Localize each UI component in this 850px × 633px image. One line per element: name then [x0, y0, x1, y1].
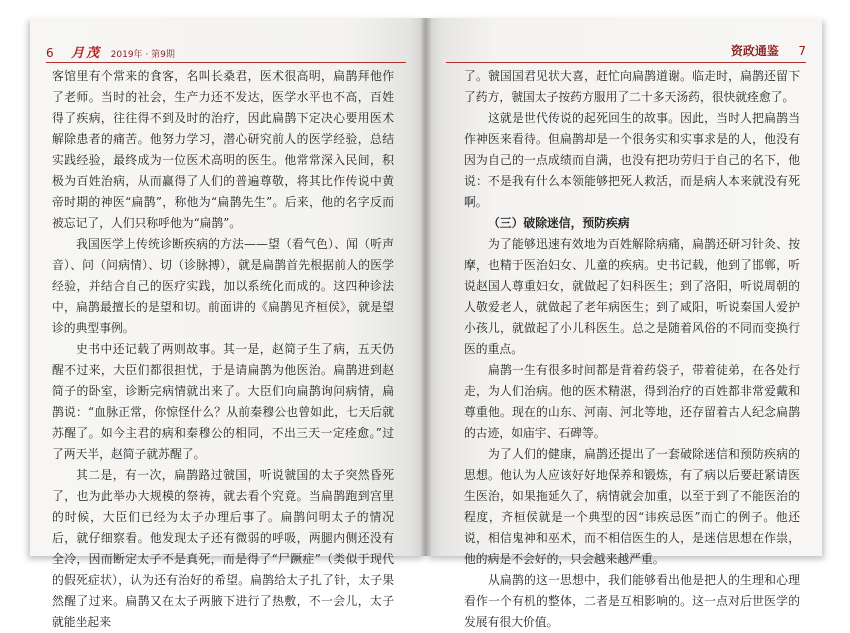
column-title: 资政通鉴	[730, 44, 779, 58]
right-page-body	[464, 66, 800, 633]
right-page	[426, 18, 822, 629]
paragraph: 为了能够迅速有效地为百姓解除病痛，扁鹊还研习针灸、按摩，也精于医治妇女、儿童的疾病。史书记载，他到了邯郸，听说赵国人尊重妇女，就做起了妇科医生；到了洛阳，听说周朝的人敬爱老人，就做起了老年病医生；到了咸阳，听说秦国人爱护小孩儿，就做起了小儿科医生。总之是随着风俗的不同而变换行医的重点。	[464, 237, 800, 356]
paragraph: 我国医学上传统诊断疾病的方法——望（看气色）、闻（听声音）、问（问病情）、切（诊脉搏），就是扁鹊首先根据前人的医学经验，并结合自己的医疗实践，加以系统化而成的。这四种诊法中，扁鹊最擅长的是望和切。前面讲的《扁鹊见齐桓侯》，就是望诊的典型事例。	[52, 237, 394, 335]
header-rule	[446, 62, 806, 63]
paragraph: 史书中还记载了两则故事。其一是，赵简子生了病，五天仍醒不过来，大臣们都很担忧，于是请扁鹊为他医治。扁鹊进到赵简子的卧室，诊断完病情就出来了。大臣们向扁鹊询问病情，扁鹊说：“血脉正常，你惊怪什么？从前秦穆公也曾如此，七天后就苏醒了。如今主君的病和秦穆公的相同，不出三天一定痊愈。”过了两天半，赵简子就苏醒了。	[52, 342, 394, 461]
paragraph: 其二是，有一次，扁鹊路过虢国，听说虢国的太子突然昏死了，也为此举办大规模的祭祷，就去看个究竟。当扁鹊跑到宫里的时候，大臣们已经为太子办理后事了。扁鹊问明太子的情况后，就仔细察看。他发现太子还有微弱的呼吸，两腿内侧还没有全冷，因而断定太子不是真死，而是得了“尸蹶症”（类似于现代的假死症状），认为还有治好的希望。扁鹊给太子扎了针，太子果然醒了过来。扁鹊又在太子两腋下进行了热敷，不一会儿，太子就能坐起来	[52, 468, 394, 629]
right-page-header	[446, 42, 806, 60]
left-page-header	[46, 42, 406, 60]
paragraph: 从扁鹊的这一思想中，我们能够看出他是把人的生理和心理看作一个有机的整体，二者是互相影响的。这一点对后世医学的发展有很大价值。	[464, 573, 800, 629]
header-rule	[46, 62, 406, 63]
left-page	[30, 18, 426, 629]
paragraph: 客馆里有个常来的食客，名叫长桑君，医术很高明，扁鹊拜他作了老师。当时的社会，生产力还不发达，医学水平也不高，百姓得了疾病，往往得不到及时的治疗，因此扁鹊下定决心要用医术解除患者的痛苦。他努力学习，潜心研究前人的医学经验，总结实践经验，最终成为一位医术高明的医生。他常常深入民间，积极为百姓治病，从而赢得了人们的普遍尊敬，将其比作传说中黄帝时期的神医“扁鹊”，称他为“扁鹊先生”。后来，他的名字反而被忘记了，人们只称呼他为“扁鹊”。	[52, 69, 394, 230]
page-number: 6	[46, 46, 54, 60]
journal-logo: 月茂	[71, 46, 102, 61]
issue-label: 2019年 · 第9期	[110, 50, 175, 60]
paragraph: 这就是世代传说的起死回生的故事。因此，当时人把扁鹊当作神医来看待。但扁鹊却是一个很务实和实事求是的人，他没有因为自己的一点成绩而自满，也没有把功劳归于自己的名下，他说：不是我有什么本领能够把死人救活，而是病人本来就没有死啊。	[464, 111, 800, 209]
page-number: 7	[798, 44, 806, 58]
paragraph: 扁鹊一生有很多时间都是背着药袋子，带着徒弟，在各处行走，为人们治病。他的医术精湛，得到治疗的百姓都非常爱戴和尊重他。现在的山东、河南、河北等地，还存留着古人纪念扁鹊的古迹，如庙宇、石碑等。	[464, 363, 800, 440]
paragraph: 为了人们的健康，扁鹊还提出了一套破除迷信和预防疾病的思想。他认为人应该好好地保养和锻炼，有了病以后要赶紧请医生医治，如果拖延久了，病情就会加重，以至于到了不能医治的程度，齐桓侯就是一个典型的因“讳疾忌医”而亡的例子。他还说，相信鬼神和巫术，而不相信医生的人，是迷信思想在作祟，他的病是不会好的，只会越来越严重。	[464, 447, 800, 566]
left-page-body	[52, 66, 394, 633]
paragraph: 了。虢国国君见状大喜，赶忙向扁鹊道谢。临走时，扁鹊还留下了药方，虢国太子按药方服用了二十多天汤药，很快就痊愈了。	[464, 69, 800, 104]
section-heading: （三）破除迷信，预防疾病	[488, 216, 630, 230]
book-spine-shadow	[421, 18, 431, 556]
